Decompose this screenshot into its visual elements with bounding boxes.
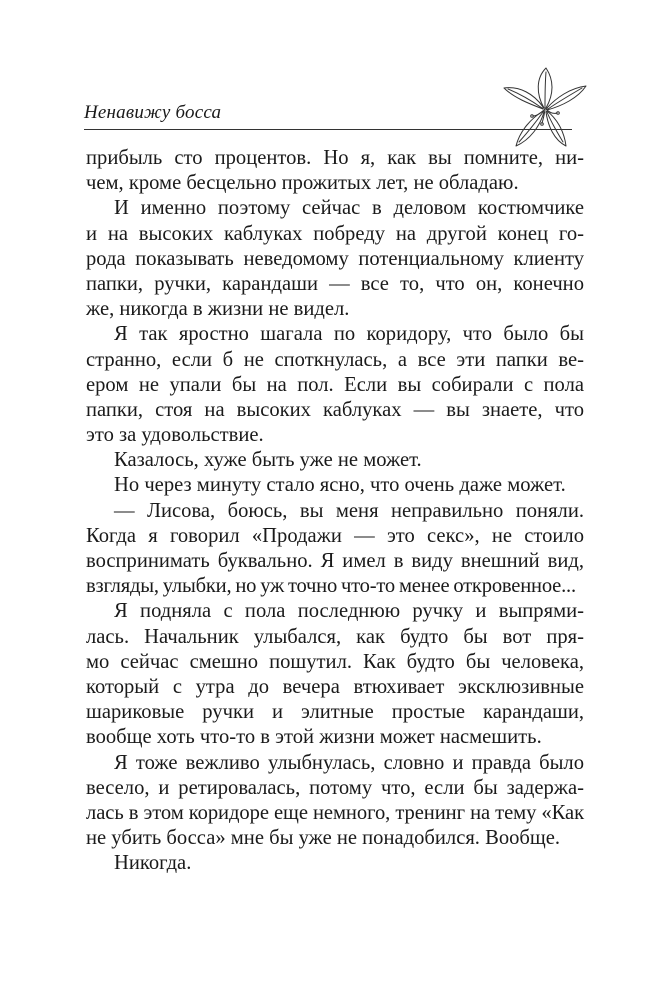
text-line: папки, ручки, карандаши — все то, что он, конечно: [86, 272, 584, 295]
text-line: и на высоких каблуках побреду на другой конец го-: [86, 222, 584, 245]
paragraph: [86, 146, 584, 196]
text-line: это за удовольствие.: [86, 424, 264, 447]
text-line: не убить босса» мне бы уже не понадобился. Вообще.: [86, 827, 561, 850]
chapter-body-text: [86, 146, 584, 876]
text-line: И именно поэтому сейчас в деловом костюмчике: [114, 197, 584, 220]
paragraph: [86, 473, 584, 498]
text-line: воспринимать буквально. Я имел в виду внешний вид,: [86, 550, 584, 572]
text-line: же, никогда в жизни не видел.: [86, 298, 350, 321]
text-line: взгляды, улыбки, но уж точно что-то менее откровенное...: [86, 575, 576, 598]
paragraph: [86, 448, 584, 473]
text-line: Но через минуту стало ясно, что очень даже может.: [114, 474, 566, 497]
text-line: вообще хоть что-то в этой жизни может насмешить.: [86, 726, 542, 749]
text-line: лась в этом коридоре еще немного, тренинг на тему «Как: [86, 801, 584, 824]
lily-flower-icon: [500, 64, 590, 150]
text-line: лась. Начальник улыбался, как будто бы вот пря-: [86, 625, 584, 648]
text-line: ером не упали бы на пол. Если вы собирали с пола: [86, 373, 584, 396]
text-line: Я так яростно шагала по коридору, что было бы: [114, 323, 584, 346]
paragraph: [86, 599, 584, 750]
paragraph: [86, 499, 584, 600]
text-line: папки, стоя на высоких каблуках — вы знаете, что: [86, 398, 584, 421]
header-rule: [84, 129, 572, 130]
text-line: странно, если б не споткнулась, а все эти папки ве-: [86, 348, 584, 371]
text-line: Я тоже вежливо улыбнулась, словно и правда было: [114, 751, 584, 774]
paragraph: [86, 751, 584, 852]
text-line: который с утра до вечера втюхивает эксклюзивные: [86, 675, 584, 698]
text-line: Никогда.: [114, 852, 192, 875]
text-line: рода показывать неведомому потенциальному клиенту: [86, 247, 584, 270]
text-line: шариковые ручки и элитные простые карандаши,: [86, 701, 584, 724]
text-line: прибыль сто процентов. Но я, как вы помните, ни-: [86, 147, 584, 169]
text-line: весело, и ретировалась, потому что, если бы задержа-: [86, 776, 584, 799]
paragraph: [86, 322, 584, 448]
text-line: чем, кроме бесцельно прожитых лет, не обладаю.: [86, 172, 519, 195]
paragraph: [86, 851, 584, 876]
text-line: — Лисова, боюсь, вы меня неправильно поняли.: [114, 499, 584, 522]
paragraph: [86, 196, 584, 322]
running-title: Ненавижу босса: [84, 102, 222, 123]
text-line: Казалось, хуже быть уже не может.: [114, 449, 422, 472]
text-line: мо сейчас смешно пошутил. Как будто бы человека,: [86, 650, 584, 673]
text-line: Я подняла с пола последнюю ручку и выпрями-: [114, 600, 584, 623]
text-line: Когда я говорил «Продажи — это секс», не стоило: [86, 524, 584, 547]
